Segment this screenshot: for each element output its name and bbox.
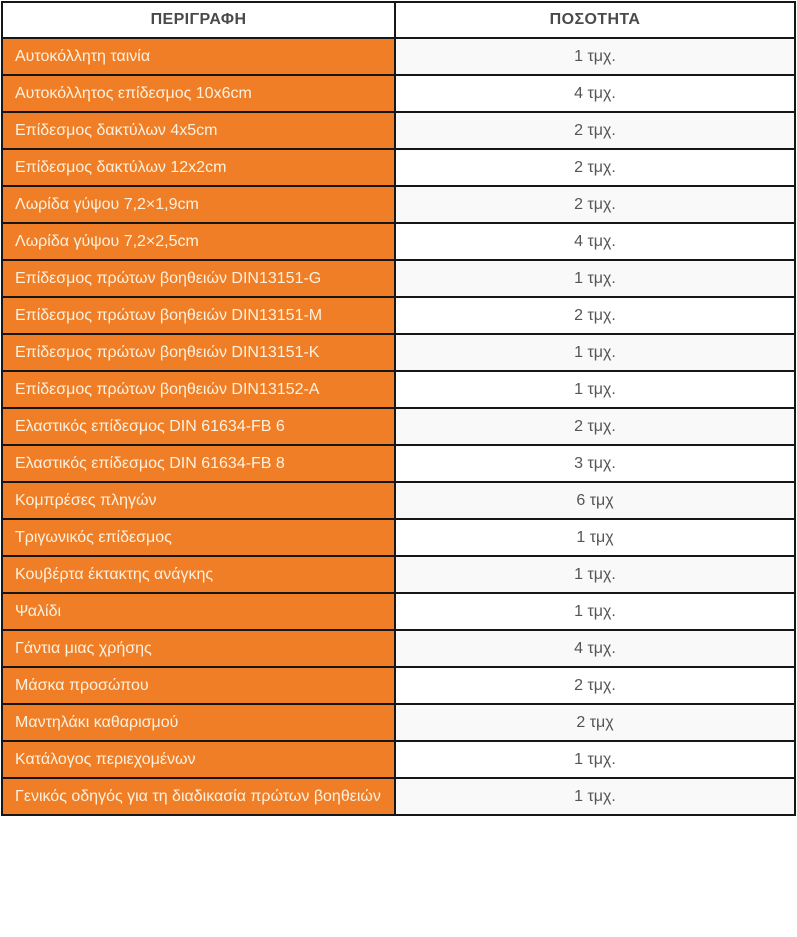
item-quantity: 4 τμχ. [395, 75, 795, 112]
item-quantity: 1 τμχ. [395, 556, 795, 593]
item-description: Μάσκα προσώπου [2, 667, 395, 704]
table-row [2, 112, 795, 149]
item-description: Αυτοκόλλητος επίδεσμος 10x6cm [2, 75, 395, 112]
item-quantity: 2 τμχ. [395, 408, 795, 445]
item-description: Ελαστικός επίδεσμος DIN 61634-FB 6 [2, 408, 395, 445]
table-row [2, 149, 795, 186]
item-quantity: 1 τμχ. [395, 260, 795, 297]
item-description: Λωρίδα γύψου 7,2×1,9cm [2, 186, 395, 223]
first-aid-contents-table [1, 1, 796, 816]
item-quantity: 1 τμχ. [395, 334, 795, 371]
column-header-quantity: ΠΟΣΟΤΗΤΑ [395, 2, 795, 38]
table-row [2, 260, 795, 297]
item-quantity: 2 τμχ. [395, 667, 795, 704]
header-row [2, 2, 795, 38]
table-row [2, 186, 795, 223]
item-quantity: 2 τμχ. [395, 297, 795, 334]
item-description: Λωρίδα γύψου 7,2×2,5cm [2, 223, 395, 260]
item-quantity: 4 τμχ. [395, 223, 795, 260]
table-row [2, 741, 795, 778]
table-row [2, 704, 795, 741]
item-description: Επίδεσμος πρώτων βοηθειών DIN13152-A [2, 371, 395, 408]
table-row [2, 593, 795, 630]
item-description: Ψαλίδι [2, 593, 395, 630]
table-row [2, 445, 795, 482]
item-description: Κουβέρτα έκτακτης ανάγκης [2, 556, 395, 593]
table-row [2, 223, 795, 260]
table-row [2, 482, 795, 519]
item-description: Επίδεσμος πρώτων βοηθειών DIN13151-K [2, 334, 395, 371]
table-row [2, 408, 795, 445]
item-description: Ελαστικός επίδεσμος DIN 61634-FB 8 [2, 445, 395, 482]
item-quantity: 2 τμχ [395, 704, 795, 741]
item-description: Επίδεσμος πρώτων βοηθειών DIN13151-M [2, 297, 395, 334]
item-description: Τριγωνικός επίδεσμος [2, 519, 395, 556]
item-quantity: 1 τμχ [395, 519, 795, 556]
column-header-description: ΠΕΡΙΓΡΑΦΗ [2, 2, 395, 38]
table-row [2, 778, 795, 815]
table-row [2, 667, 795, 704]
item-description: Επίδεσμος δακτύλων 12x2cm [2, 149, 395, 186]
item-quantity: 2 τμχ. [395, 186, 795, 223]
item-quantity: 1 τμχ. [395, 741, 795, 778]
table-row [2, 38, 795, 75]
table-row [2, 334, 795, 371]
table-row [2, 371, 795, 408]
table-row [2, 556, 795, 593]
item-description: Κατάλογος περιεχομένων [2, 741, 395, 778]
table-row [2, 630, 795, 667]
item-quantity: 1 τμχ. [395, 778, 795, 815]
item-description: Μαντηλάκι καθαρισμού [2, 704, 395, 741]
item-quantity: 2 τμχ. [395, 149, 795, 186]
table-row [2, 297, 795, 334]
item-description: Κομπρέσες πληγών [2, 482, 395, 519]
item-description: Γενικός οδηγός για τη διαδικασία πρώτων βοηθειών [2, 778, 395, 815]
item-quantity: 4 τμχ. [395, 630, 795, 667]
item-quantity: 6 τμχ [395, 482, 795, 519]
table-row [2, 75, 795, 112]
item-quantity: 2 τμχ. [395, 112, 795, 149]
item-quantity: 1 τμχ. [395, 371, 795, 408]
item-description: Επίδεσμος πρώτων βοηθειών DIN13151-G [2, 260, 395, 297]
item-quantity: 1 τμχ. [395, 593, 795, 630]
table-header [2, 2, 795, 38]
item-description: Επίδεσμος δακτύλων 4x5cm [2, 112, 395, 149]
item-quantity: 1 τμχ. [395, 38, 795, 75]
item-description: Αυτοκόλλητη ταινία [2, 38, 395, 75]
item-description: Γάντια μιας χρήσης [2, 630, 395, 667]
item-quantity: 3 τμχ. [395, 445, 795, 482]
table-body [2, 38, 795, 815]
table-row [2, 519, 795, 556]
